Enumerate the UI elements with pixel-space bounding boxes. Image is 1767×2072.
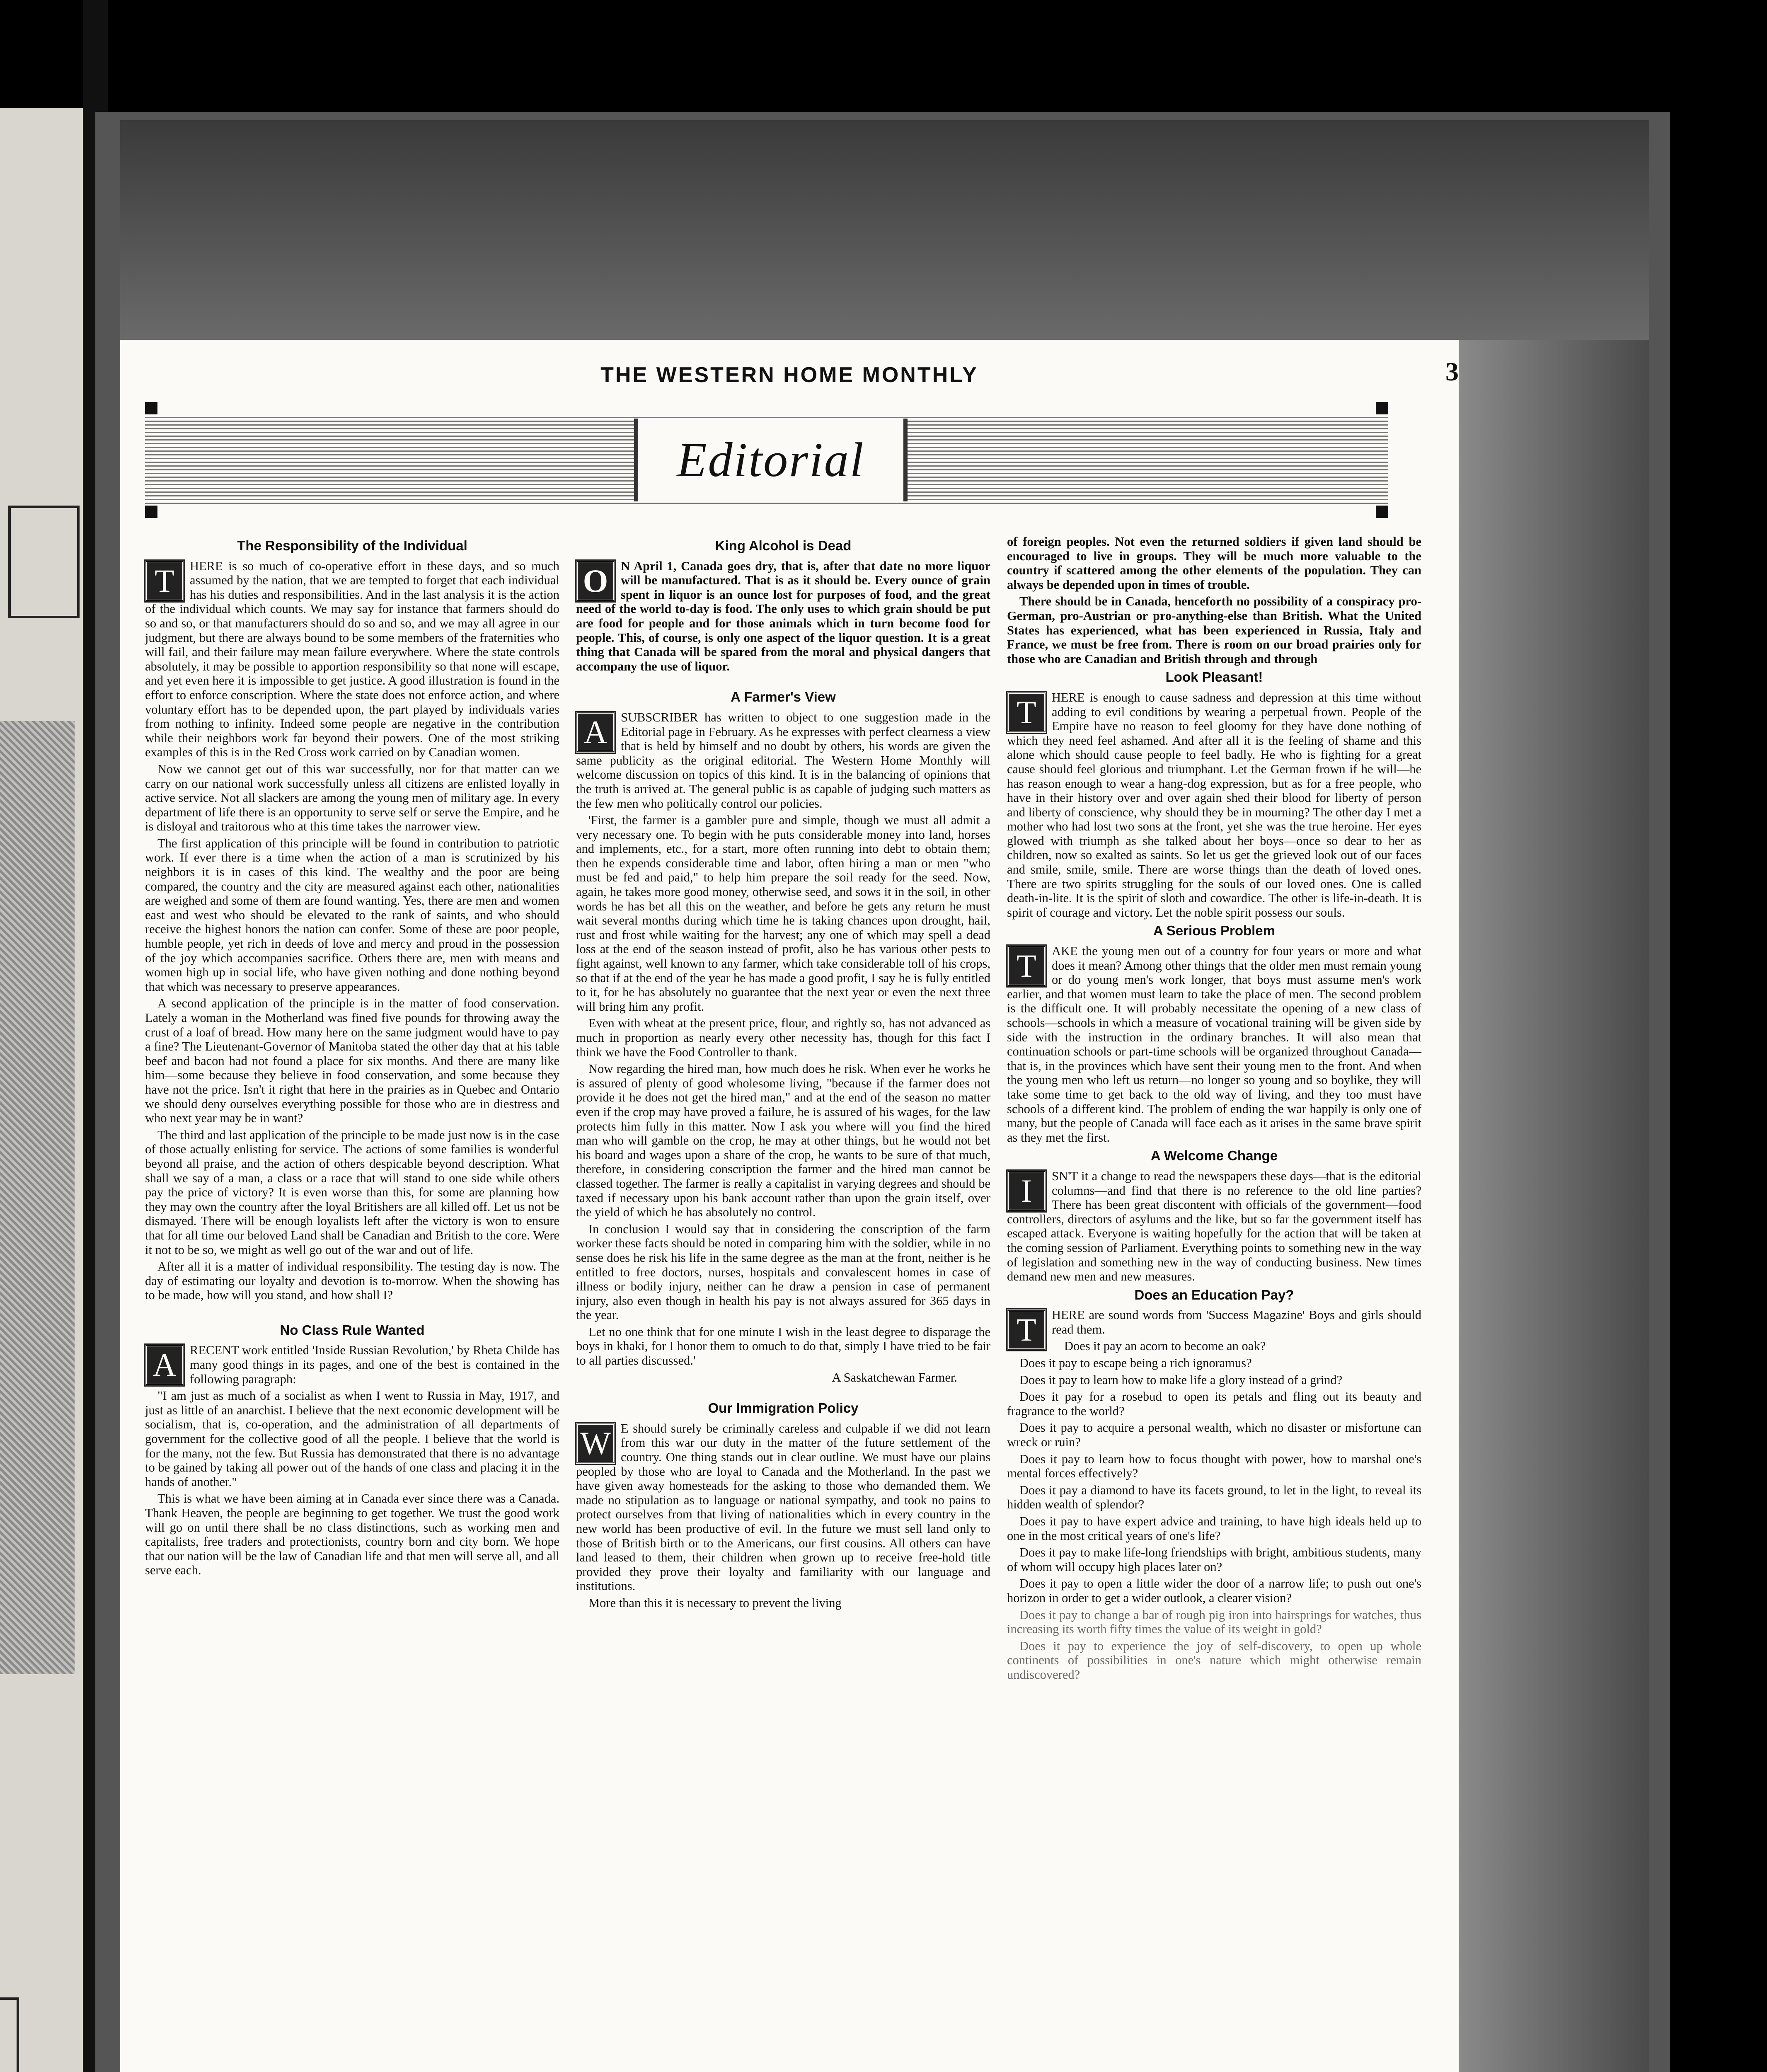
- article-paragraph: T HERE is enough to cause sadness and depression at this time without adding to evil conditions by wearing a perpetual frown. People of the Empire have no reason to feel gloomy for they have done nothing of which they need feel ashamed. And after all it is the feeling of shame and this alone which should cause people to feel badly. He who is fighting for a great cause should feel glorious and triumphant. Let the German frown if he will—he has reason enough to wear a hang-dog expression, but as for a free people, who have in their history over and over again shed their blood for liberty of person and liberty of conscience, why should they be in mourning? The other day I met a mother who had lost two sons at the front, yet she was the true heroine. Her eyes glowed with triumph as she talked about her boys—once so dear to her as children, now so exalted as saints. So let us get the grieved look out of our faces and smile, smile, smile. There are worse things than the death of loved ones. There are two spirits struggling for the souls of our loved ones. One is called death-in-lite. It is the spirit of sloth and cowardice. The other is life-in-death. It is spirit of courage and victory. Let the noble spirit possess our souls.: [1007, 690, 1421, 920]
- article-title: Does an Education Pay?: [1134, 1287, 1294, 1302]
- article-paragraph: More than this it is necessary to prevent the living: [588, 1595, 842, 1610]
- question-line: Does it pay to experience the joy of self-discovery, to open up whole continents of possibilities in one's nature which might otherwise remain undiscovered?: [1007, 1639, 1421, 1682]
- article-paragraph: T AKE the young men out of a country for four years or more and what does it mean? Among other things that the older men must remain young or do young men's work longer, that boys must assume men's work earlier, and that women must learn to take the place of men. The second problem is the difficult one. It will probably necessitate the opening of a new class of schools—schools in which a measure of vocational training will be given side by side with the instruction in the ordinary branches. It will also mean that continuation schools or part-time schools will be organized throughout Canada—that is, in the provinces which have sent their young men to the front. And when the young men who left us return—no longer so young and so boylike, they will take some time to get back to the old way of living, and they too must have schools of a different kind. The problem of ending the war happily is only one of many, but the people of Canada will face each as it arises in the same brave spirit as they met the first.: [1007, 944, 1421, 1145]
- drop-cap: T: [1007, 692, 1046, 733]
- article-paragraph: The first application of this principle will be found in contribution to patriotic work. If ever there is a time when the action of a man is scrutinized by his neighbors it is in cases of this kind. The wealthy and the poor are being compared, the country and the city are measured against each other, nationalities are weighed and some of them are found wanting. Yes, there are men and women east and west who should be elevated to the rank of saints, and who should receive the highest honors the nation can confer. Some of these are poor people, humble people, yet rich in deeds of love and mercy and proud in the possession of the joy which accompanies sacrifice. Others there are, men with means and women high up in social life, who have given nothing and done nothing beyond that which was necessary to preserve appearances.: [145, 836, 559, 994]
- article-paragraph: O N April 1, Canada goes dry, that is, after that date no more liquor will be manufactured. That is as it should be. Every ounce of grain spent in liquor is an ounce lost for purposes of food, and the great need of the world to-day is food. The only uses to which grain should be put are food for people and for those animals which in turn become food for people. This, of course, is only one aspect of the liquor question. It is a great thing that Canada will be spared from the moral and physical dangers that accompany the use of liquor.: [576, 559, 990, 673]
- adjacent-page-illustration: [0, 721, 75, 1674]
- article-title: A Farmer's View: [731, 689, 836, 705]
- drop-cap: T: [1007, 946, 1046, 986]
- article-paragraph: The third and last application of the principle to be made just now is in the case of those actually enlisting for service. The actions of some families is wonderful beyond all praise, and the action of others despicable beyond description. What shall we say of a man, a class or a race that will stand to one side while others pay the price of victory? It is even worse than this, for some are planning how they may own the country after the loyal Britishers are all killed off. Let us not be dismayed. There will be enough loyalists left after the victory is won to ensure that for all time our beloved Land shall be Canadian and British to the core. Were it not to be so, we might as well go out of the war and out of life.: [145, 1128, 559, 1257]
- article-paragraph: Even with wheat at the present price, flour, and rightly so, has not advanced as much in proportion as nearly every other necessity has, though for this fact I think we have the Food Controller to thank.: [576, 1016, 990, 1059]
- scan-shadow-top: [120, 120, 1649, 340]
- article-paragraph: A SUBSCRIBER has written to object to one suggestion made in the Editorial page in February. As he expresses with perfect clearness a view that is held by himself and no doubt by others, his words are given the same publicity as the original editorial. The Western Home Monthly will welcome discussion on topics of this kind. It is in the balancing of opinions that the truth is arrived at. The general public is as capable of judging such matters as the few men who politically control our policies.: [576, 710, 990, 811]
- banner-corner-ornament: [145, 402, 157, 414]
- article-paragraph: T HERE is so much of co-operative effort in these days, and so much assumed by the nation, that we are tempted to forget that each individual has his duties and responsibilities. And in the last analysis it is the action of the individual which counts. We may say for instance that farmers should do so and so, or that manufacturers should do so and so, and we may all agree in our judgment, but there are always bound to be some members of the fraternities who will fail, and their failure may mean failure everywhere. Where the state controls absolutely, it may be possible to apportion responsibility so that none will escape, and yet even here it is impossible to get justice. A good illustration is found in the effort to enforce conscription. Where the state does not enforce action, and where voluntary effort has to be depended upon, the part played by individuals varies from nothing to infinity. Indeed some people are negative in the contribution while their neighbors work far beyond their powers. One of the most striking examples of this is in the Red Cross work carried on by Canadian women.: [145, 559, 559, 760]
- article-paragraph: A second application of the principle is in the matter of food conservation. Lately a woman in the Motherland was fined five pounds for throwing away the crust of a loaf of bread. How many here on the same judgment would have to pay a fine? The Lieutenant-Governor of Manitoba stated the other day that at his table beef and bacon had not found a place for six months. And there are many like him—some because they believe in food conservation, and some because they have not the price. Isn't it right that here in the prairies as in Quebec and Ontario we should deny ourselves everything possible for those who are in diestress and who next year may be in want?: [145, 996, 559, 1126]
- article-paragraph: Let no one think that for one minute I wish in the least degree to disparage the boys in khaki, for I honor them to omuch to do that, simply I have tried to be fair to all parties discussed.': [576, 1324, 990, 1368]
- article-title: Our Immigration Policy: [708, 1400, 859, 1416]
- banner-corner-ornament: [1376, 506, 1388, 518]
- quoted-paragraph: "I am just as much of a socialist as when I went to Russia in May, 1917, and just as little of an anarchist. I believe that the next economic development will be socialism, that is, co-operation, and the administration of all departments of government for the collective good of all the people. I believe that the world is for the many, not the few. But Russia has demonstrated that there is no advantage to be gained by taking all power out of the hands of one class and placing it in the hands of another.": [145, 1389, 559, 1489]
- banner-corner-ornament: [145, 506, 157, 518]
- article-title: A Welcome Change: [1150, 1148, 1278, 1164]
- question-line: Does it pay to acquire a personal wealth, which no disaster or misfortune can wreck or ruin?: [1007, 1421, 1421, 1450]
- article-paragraph: This is what we have been aiming at in Canada ever since there was a Canada. Thank Heaven, the people are beginning to get together. We trust the good work will go on until there shall be no class distinctions, such as working men and capitalists, free traders and protectionists, country born and city born. We hope that our nation will be the law of Canadian life and that men will serve all, and all serve each.: [145, 1491, 559, 1578]
- article-paragraph: After all it is a matter of individual responsibility. The testing day is now. The day of estimating our loyalty and devotion is to-morrow. When the showing has to be made, how will you stand, and how shall I?: [145, 1259, 559, 1302]
- article-paragraph: T HERE are sound words from 'Success Magazine' Boys and girls should read them.: [1007, 1308, 1421, 1336]
- drop-cap: O: [576, 561, 615, 601]
- article-title: King Alcohol is Dead: [715, 538, 852, 553]
- article-title: The Responsibility of the Individual: [237, 538, 467, 553]
- article-paragraph: 'First, the farmer is a gambler pure and simple, though we must all admit a very necessary one. To begin with he puts considerable money into land, horses and implements, etc., for a start, more often running into debt to obtain them; then he expends considerable time and labor, often hiring a man or men "who must be fed and paid," to help him prepare the soil ready for the seed. Now, again, he takes more good money, otherwise seed, and sows it in the soil, in other words he has bet all this on the weather, and before he gets any return he must wait several months during which time he is taking chances upon drought, hail, rust and frost while waiting for the harvest; any one of which may spell a dead loss at the end of the season instead of profit, also he has various other pests to fight against, well known to any farmer, which take considerable toll of his crops, so that if at the end of the year he has made a good profit, I say he is fully entitled to it, for he has absolutely no guarantee that the next year or even the next three will bring him any profit.: [576, 813, 990, 1014]
- column-3: [1007, 535, 1421, 1685]
- drop-cap: W: [576, 1423, 615, 1464]
- question-line: Does it pay to make life-long friendships with bright, ambitious students, many of whom will occupy high places later on?: [1007, 1545, 1421, 1574]
- column-2: [576, 535, 990, 1613]
- drop-cap: T: [145, 561, 184, 601]
- article-paragraph: A RECENT work entitled 'Inside Russian Revolution,' by Rheta Childe has many good things in its pages, and one of the best is contained in the following paragraph:: [145, 1343, 559, 1386]
- article-paragraph: In conclusion I would say that in considering the conscription of the farm worker these facts should be noted in comparing him with the soldier, while in no sense does he risk his life in the same degree as the man at the front, neither is he entitled to free doctors, nurses, hospitals and convalescent homes in case of illness or bodily injury, neither can he draw a pension in case of permanent injury, also even though in health his pay is not always assured for 365 days in the year.: [576, 1222, 990, 1322]
- question-line: Does it pay to learn how to make life a glory instead of a grind?: [1019, 1372, 1343, 1387]
- drop-cap: T: [1007, 1310, 1046, 1350]
- article-title: No Class Rule Wanted: [280, 1322, 425, 1338]
- column-1: [145, 535, 559, 1580]
- question-line: Does it pay to learn how to focus thought with power, how to marshal one's mental forces effectively?: [1007, 1452, 1421, 1481]
- adjacent-page-frame: [8, 506, 80, 618]
- masthead: THE WESTERN HOME MONTHLY: [600, 363, 978, 387]
- adjacent-page-box: [0, 1997, 19, 2072]
- question-line: Does it pay a diamond to have its facets ground, to let in the light, to reveal its hidden wealth of splendor?: [1007, 1483, 1421, 1512]
- question-line: Does it pay to change a bar of rough pig iron into hairsprings for watches, thus increasing its worth fifty times the value of its weight in gold?: [1007, 1607, 1421, 1636]
- drop-cap: A: [145, 1345, 184, 1385]
- article-paragraph: of foreign peoples. Not even the returned soldiers if given land should be encouraged to live in groups. They will be much more valuable to the country if scattered among the other elements of the population. They can always be depended upon in times of trouble.: [1007, 535, 1421, 592]
- article-paragraph: There should be in Canada, henceforth no possibility of a conspiracy pro-German, pro-Austrian or pro-anything-else than British. What the United States has experienced, what has been experienced in Russia, Italy and France, we must be free from. There is room on our broad prairies only for those who are Canadian and British through and through: [1007, 594, 1421, 666]
- article-paragraph: I SN'T it a change to read the newspapers these days—that is the editorial columns—and find that there is no reference to the old line parties? There has been great discontent with officials of the government—food controllers, directors of asylums and the like, but so far the government itself has escaped attack. Everyone is waiting hopefully for the action that will be taken at the coming session of Parliament. Everything points to something new in the way of legislation and something new in the way of conducting business. New times demand new men and new measures.: [1007, 1169, 1421, 1284]
- article-title: A Serious Problem: [1153, 923, 1276, 939]
- drop-cap: A: [576, 712, 615, 753]
- magazine-page: [120, 340, 1459, 2072]
- question-line: Does it pay for a rosebud to open its petals and fling out its beauty and fragrance to the world?: [1007, 1389, 1421, 1418]
- question-line: Does it pay to escape being a rich ignoramus?: [1019, 1356, 1252, 1370]
- article-paragraph: Now regarding the hired man, how much does he risk. When ever he works he is assured of plenty of good wholesome living, "because if the farmer does not provide it he does not get the hired man," and at the end of the season no matter even if the crop may have proved a failure, he is assured of his wages, for the law protects him fully in this matter. Now I ask you where will you find the hired man who will gamble on the crop, he may at other things, but he would not bet his board and wages upon a share of the crop, he wants to be sure of that much, therefore, in considering conscription the farmer and the hired man cannot be classed together. The farmer is really a capitalist in varying degrees and should be taxed if necessary upon his bank account rather than upon the grain itself, over the yield of which he has absolutely no control.: [576, 1062, 990, 1220]
- question-line: Does it pay to open a little wider the door of a narrow life; to push out one's horizon in order to get a wider outlook, a clearer vision?: [1007, 1576, 1421, 1605]
- adjacent-page-edge: [0, 108, 83, 2072]
- banner-corner-ornament: [1376, 402, 1388, 414]
- letter-signature: A Saskatchewan Farmer.: [832, 1370, 957, 1385]
- question-line: Does it pay to have expert advice and training, to have high ideals held up to one in the most critical years of one's life?: [1007, 1514, 1421, 1543]
- banner-title: Editorial: [677, 433, 865, 487]
- article-title: Look Pleasant!: [1165, 669, 1263, 685]
- banner-title-box: [634, 419, 908, 501]
- article-paragraph: Now we cannot get out of this war successfully, nor for that matter can we carry on our national work successfully unless all citizens are enlisted loyally in active service. Not all slackers are among the young men of military age. In every department of life there is an opportunity to serve self or serve the Empire, and he is disloyal and traitorous who at this time takes the narrower view.: [145, 762, 559, 834]
- page-number: 3: [1445, 357, 1459, 386]
- article-paragraph: W E should surely be criminally careless and culpable if we did not learn from this war our duty in the matter of the future settlement of the country. One thing stands out in clear outline. We must have our plains peopled by those who are loyal to Canada and the Motherland. In the past we have given away homesteads for the asking to those who demanded them. We made no stipulation as to language or national sympathy, and took no pains to protect ourselves from that living of nationalities which in every country in the new world has been productive of evil. In the future we must sell land only to those of British birth or to the Americans, our first cousins. All others can have land leased to them, their children when grown up to receive free-hold title provided they prove their loyalty and familiarity with our language and institutions.: [576, 1421, 990, 1593]
- question-line: Does it pay an acorn to become an oak?: [1064, 1339, 1266, 1353]
- scan-shadow-right: [1459, 340, 1649, 2072]
- editorial-banner: [145, 402, 1388, 518]
- drop-cap: I: [1007, 1171, 1046, 1211]
